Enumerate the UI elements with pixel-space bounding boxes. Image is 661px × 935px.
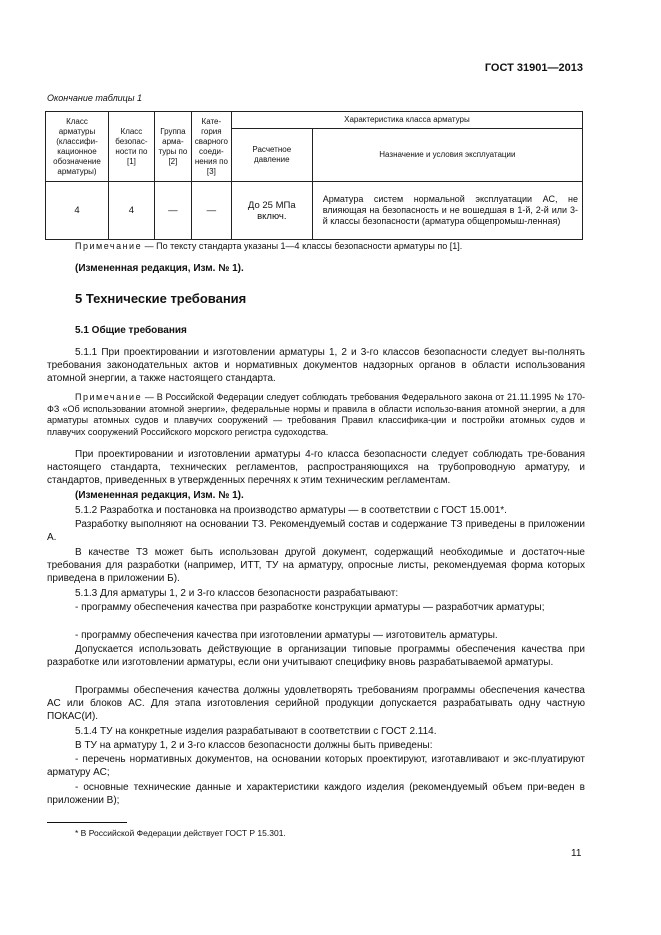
list-item: - перечень нормативных документов, на основании которых проектируют, изготавливают и экс-плуатируют арматуру АС; <box>47 754 585 778</box>
table-row <box>46 182 583 240</box>
amendment-note: (Измененная редакция, Изм. № 1). <box>75 490 244 501</box>
header-cell-class: Класс арматуры (классифи-кационное обозначение арматуры) <box>46 112 109 182</box>
paragraph-5-1-3: 5.1.3 Для арматуры 1, 2 и 3-го классов безопасности разрабатывают: <box>75 588 399 599</box>
paragraph-tz: Разработку выполняют на основании ТЗ. Рекомендуемый состав и содержание ТЗ приведены в приложении А. <box>47 519 585 543</box>
cell-purpose: Арматура систем нормальной эксплуатации АС, не влияющая на безопасность и не вошедшая в 1-й, 2-й или 3-й классы безопасности (арматура общепромыш-ленная) <box>312 182 582 240</box>
footnote: * В Российской Федерации действует ГОСТ Р 15.301. <box>75 828 286 838</box>
header-cell-safety-class: Класс безопас-ности по [1] <box>108 112 154 182</box>
paragraph-tz-alt: В качестве ТЗ может быть использован другой документ, содержащий необходимые и достаточ-ные требования для разработки (например, ИТТ, ТУ на арматуру, опросные листы, рекомендуемая форма которых приведена в приложении Б). <box>47 547 585 584</box>
paragraph-typical-programs: Допускается использовать действующие в организации типовые программы обеспечения качества при разработке или изготовлении арматуры, если они учитывают специфику вновь разрабатываемой арматуры. <box>47 644 585 668</box>
paragraph-quality-programs: Программы обеспечения качества должны удовлетворять требованиям программы обеспечения качества АС или блоков АС. Для этапа изготовления серийной продукции допускается разрабатывать одну частную ПОКАС(И). <box>47 685 585 722</box>
note-text: — По тексту стандарта указаны 1—4 классы безопасности арматуры по [1]. <box>142 241 463 251</box>
paragraph-tu-contents: В ТУ на арматуру 1, 2 и 3-го классов безопасности должны быть приведены: <box>75 740 433 751</box>
subsection-heading: 5.1 Общие требования <box>75 325 187 336</box>
header-cell-weld-category: Кате-гория сварного соеди-нения по [3] <box>191 112 231 182</box>
cell-group: — <box>154 182 191 240</box>
list-item: - основные технические данные и характеристики каждого изделия (рекомендуемый объем при-веден в приложении В); <box>47 782 585 806</box>
footnote-divider <box>47 822 127 823</box>
page-number: 11 <box>571 848 582 859</box>
cell-weld-category: — <box>191 182 231 240</box>
header-cell-purpose: Назначение и условия эксплуатации <box>312 129 582 182</box>
header-cell-group: Группа арма-туры по [2] <box>154 112 191 182</box>
standard-code: ГОСТ 31901—2013 <box>484 62 583 74</box>
classification-table <box>45 111 583 240</box>
legal-note <box>47 392 585 438</box>
table-note <box>47 241 585 253</box>
header-cell-pressure: Расчетное давление <box>231 129 312 182</box>
section-heading: 5 Технические требования <box>75 291 247 306</box>
paragraph-5-1-2: 5.1.2 Разработка и постановка на производство арматуры — в соответствии с ГОСТ 15.001*. <box>75 505 507 516</box>
cell-class: 4 <box>46 182 109 240</box>
list-item: - программу обеспечения качества при изготовлении арматуры — изготовитель арматуры. <box>75 630 498 641</box>
paragraph-5-1-4: 5.1.4 ТУ на конкретные изделия разрабатывают в соответствии с ГОСТ 2.114. <box>75 726 437 737</box>
list-item: - программу обеспечения качества при разработке конструкции арматуры — разработчик арматуры; <box>75 602 545 613</box>
paragraph-class4: При проектировании и изготовлении арматуры 4-го класса безопасности следует соблюдать тре-бования настоящего стандарта, технических регламентов, распространяющихся на трубопроводную арматуру, и стандартов, приведенных в утвержденных перечнях к этим техническим регламентам. <box>47 449 585 486</box>
table-caption: Окончание таблицы 1 <box>47 93 142 103</box>
header-cell-characteristic: Характеристика класса арматуры <box>231 112 582 129</box>
amendment-note: (Измененная редакция, Изм. № 1). <box>75 263 244 274</box>
cell-pressure: До 25 МПа включ. <box>231 182 312 240</box>
paragraph-5-1-1: 5.1.1 При проектировании и изготовлении арматуры 1, 2 и 3-го классов безопасности следует вы-полнять требования законодательных актов и нормативных документов надзорных органов в области использования атомной энергии, а также настоящего стандарта. <box>47 347 585 384</box>
note-text: — В Российской Федерации следует соблюдать требования Федерального закона от 21.11.1995 № 170-ФЗ «Об использовании атомной энергии», федеральные нормы и правила в области использо-вания атомной энергии, а для арматуры атомных судов и плавучих сооружений — требования Правил классифика-ции и постройки атомных судов и плавучих сооружений Российского морского регистра судоходства. <box>47 392 585 437</box>
note-label: Примечание <box>75 241 143 251</box>
cell-safety-class: 4 <box>108 182 154 240</box>
note-label: Примечание <box>75 392 143 402</box>
